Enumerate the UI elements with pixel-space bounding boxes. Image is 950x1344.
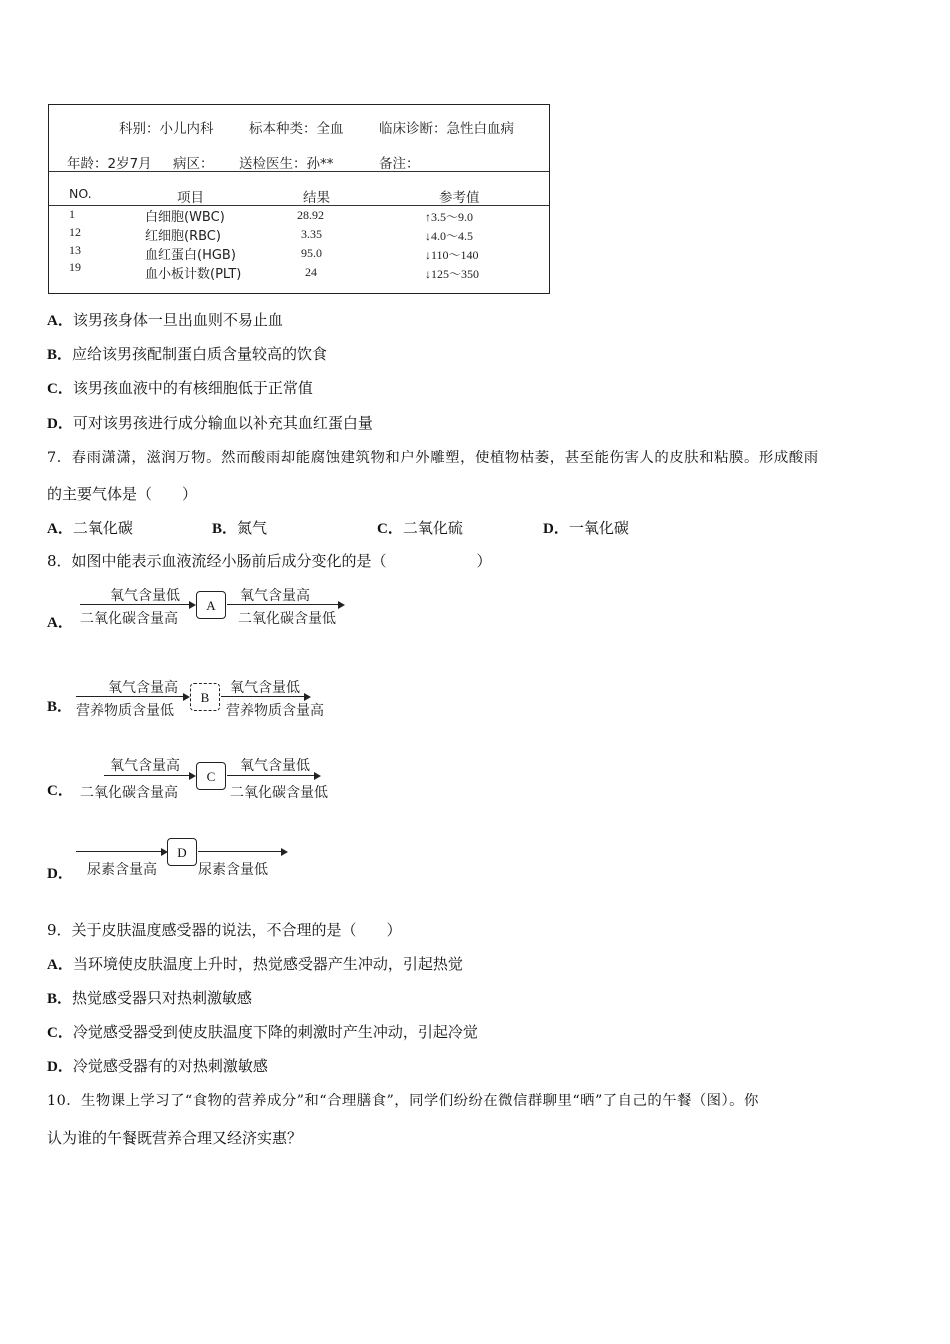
option-label: C． bbox=[47, 381, 73, 397]
option-text: 当环境使皮肤温度上升时，热觉感受器产生冲动，引起热觉 bbox=[72, 955, 463, 973]
diagram-in-top: 氧气含量高 bbox=[108, 680, 178, 696]
q6-option bbox=[47, 378, 313, 399]
report-diagnosis: 临床诊断：急性白血病 bbox=[379, 121, 514, 137]
q10-stem-line1: 10．生物课上学习了“食物的营养成分”和“合理膳食”，同学们纷纷在微信群聊里“晒”了自己的午餐（图）。你 bbox=[47, 1093, 759, 1109]
q7-option bbox=[543, 518, 629, 539]
option-label: B． bbox=[47, 991, 73, 1007]
q9-option bbox=[47, 1056, 268, 1077]
q7-stem-line1: 7．春雨潇潇，滋润万物。然而酸雨却能腐蚀建筑物和户外雕塑，使植物枯萎，甚至能伤害人的皮肤和粘膜。形成酸雨 bbox=[47, 450, 819, 466]
diagram-out-top: 氧气含量高 bbox=[240, 588, 310, 604]
option-label: D． bbox=[47, 416, 73, 432]
option-text: 冷觉感受器有的对热刺激敏感 bbox=[72, 1057, 268, 1075]
q9-option bbox=[47, 954, 463, 975]
option-text: 二氧化硫 bbox=[402, 519, 463, 537]
report-specimen: 标本种类：全血 bbox=[249, 121, 344, 137]
diagram-out-top: 氧气含量低 bbox=[230, 680, 300, 696]
option-label: B． bbox=[47, 699, 73, 715]
q9-option bbox=[47, 1022, 478, 1043]
q7-option bbox=[212, 518, 267, 539]
option-label: C． bbox=[47, 783, 73, 799]
report-header-result: 结果 bbox=[303, 190, 330, 206]
report-doctor: 送检医生：孙** bbox=[239, 156, 334, 172]
diagram-box: A bbox=[196, 591, 226, 619]
option-text: 热觉感受器只对热刺激敏感 bbox=[72, 989, 253, 1007]
arrow-in bbox=[80, 604, 194, 605]
report-dept: 科别：小儿内科 bbox=[119, 121, 214, 137]
diagram-box: C bbox=[196, 762, 226, 790]
option-label: C． bbox=[377, 521, 403, 537]
report-ward: 病区： bbox=[173, 156, 214, 172]
option-label: A． bbox=[47, 615, 73, 631]
q10-stem-line2: 认为谁的午餐既营养合理又经济实惠？ bbox=[47, 1129, 303, 1147]
report-divider bbox=[49, 205, 549, 206]
arrow-in bbox=[76, 851, 166, 852]
report-cell-ref: ↓4.0～4.5 bbox=[425, 229, 474, 243]
option-label: D． bbox=[47, 866, 73, 882]
arrow-out bbox=[198, 851, 286, 852]
report-header-no: NO. bbox=[69, 186, 92, 201]
q8-stem: 8．如图中能表示血液流经小肠前后成分变化的是（ ） bbox=[47, 552, 492, 570]
diagram-out-bottom: 二氧化碳含量低 bbox=[230, 785, 328, 801]
option-label: B． bbox=[212, 521, 238, 537]
option-label: A． bbox=[47, 957, 73, 973]
option-label: B． bbox=[47, 347, 73, 363]
diagram-box: B bbox=[190, 683, 220, 711]
diagram-in-top: 氧气含量高 bbox=[110, 758, 180, 774]
option-label: A． bbox=[47, 521, 73, 537]
option-label: D． bbox=[47, 1059, 73, 1075]
diagram-out-top: 氧气含量低 bbox=[240, 758, 310, 774]
diagram-in-bottom: 二氧化碳含量高 bbox=[80, 611, 178, 627]
option-text: 一氧化碳 bbox=[568, 519, 629, 537]
q9-option bbox=[47, 988, 252, 1009]
report-cell-item: 血小板计数(PLT) bbox=[145, 267, 242, 282]
option-text: 该男孩身体一旦出血则不易止血 bbox=[72, 311, 283, 329]
report-cell-item: 血红蛋白(HGB) bbox=[145, 248, 236, 263]
option-text: 氮气 bbox=[237, 519, 268, 537]
report-cell-no: 19 bbox=[69, 260, 81, 274]
arrow-in bbox=[76, 696, 188, 697]
diagram-out-bottom: 二氧化碳含量低 bbox=[238, 611, 336, 627]
report-cell-no: 12 bbox=[69, 225, 81, 239]
report-cell-ref: ↑3.5～9.0 bbox=[425, 210, 474, 224]
q9-stem: 9．关于皮肤温度感受器的说法，不合理的是（ ） bbox=[47, 921, 402, 939]
report-cell-result: 95.0 bbox=[301, 246, 322, 260]
diagram-out-bottom: 营养物质含量高 bbox=[226, 703, 324, 719]
option-label: C． bbox=[47, 1025, 73, 1041]
q7-stem-line2: 的主要气体是（ ） bbox=[47, 485, 198, 503]
report-cell-item: 白细胞(WBC) bbox=[145, 210, 225, 225]
q6-option bbox=[47, 344, 327, 365]
diagram-box: D bbox=[167, 838, 197, 866]
arrow-out bbox=[227, 775, 319, 776]
diagram-out-bottom: 尿素含量低 bbox=[198, 862, 268, 878]
report-note: 备注： bbox=[379, 156, 420, 172]
report-cell-no: 13 bbox=[69, 243, 81, 257]
diagram-in-bottom: 营养物质含量低 bbox=[76, 703, 174, 719]
report-cell-item: 红细胞(RBC) bbox=[145, 229, 221, 244]
option-text: 应给该男孩配制蛋白质含量较高的饮食 bbox=[72, 345, 328, 363]
report-cell-no: 1 bbox=[69, 207, 75, 221]
option-text: 二氧化碳 bbox=[72, 519, 133, 537]
lab-report bbox=[48, 104, 550, 294]
report-cell-ref: ↓125～350 bbox=[425, 267, 480, 281]
report-cell-ref: ↓110～140 bbox=[425, 248, 479, 262]
diagram-in-bottom: 二氧化碳含量高 bbox=[80, 785, 178, 801]
option-label: D． bbox=[543, 521, 569, 537]
q6-option bbox=[47, 310, 283, 331]
q7-option bbox=[47, 518, 133, 539]
q6-option bbox=[47, 413, 373, 434]
diagram-in-top: 氧气含量低 bbox=[110, 588, 180, 604]
arrow-in bbox=[104, 775, 194, 776]
report-header-ref: 参考值 bbox=[439, 190, 480, 206]
option-text: 冷觉感受器受到使皮肤温度下降的刺激时产生冲动，引起冷觉 bbox=[72, 1023, 478, 1041]
option-text: 该男孩血液中的有核细胞低于正常值 bbox=[72, 379, 313, 397]
report-cell-result: 3.35 bbox=[301, 227, 322, 241]
option-label: A． bbox=[47, 313, 73, 329]
report-divider bbox=[49, 171, 549, 172]
report-age: 年龄：2岁7月 bbox=[67, 156, 152, 172]
report-header-item: 项目 bbox=[177, 190, 204, 206]
report-cell-result: 24 bbox=[305, 265, 317, 279]
report-cell-result: 28.92 bbox=[297, 208, 324, 222]
q7-option bbox=[377, 518, 463, 539]
option-text: 可对该男孩进行成分输血以补充其血红蛋白量 bbox=[72, 414, 373, 432]
diagram-in-bottom: 尿素含量高 bbox=[87, 862, 157, 878]
